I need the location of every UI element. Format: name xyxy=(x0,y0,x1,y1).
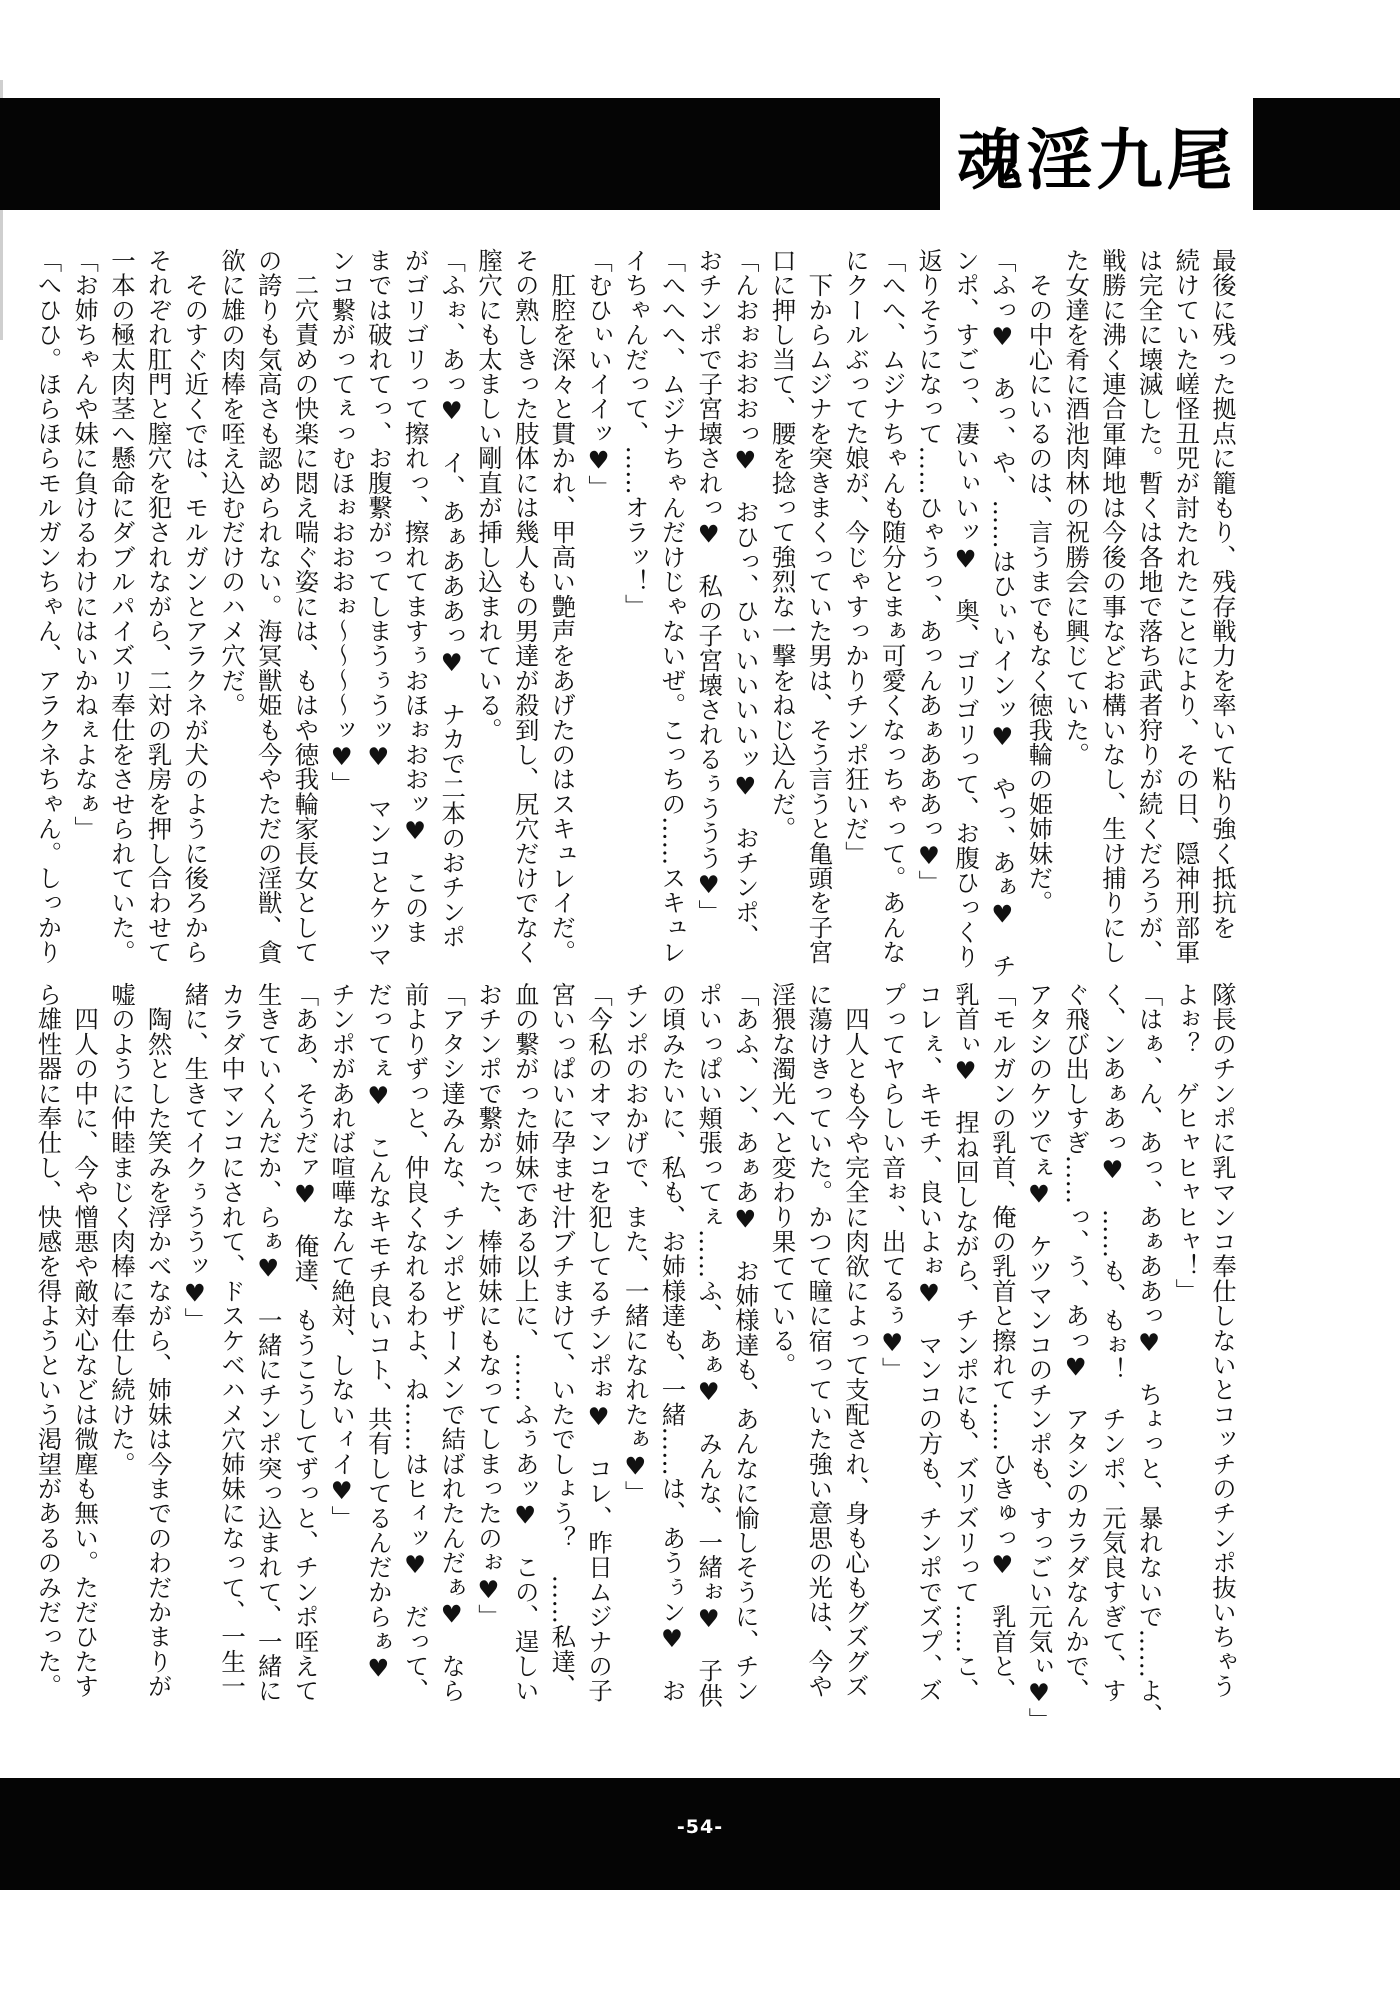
header-bar-right xyxy=(1253,98,1400,210)
body-text-lower: 隊長のチンポに乳マンコ奉仕しないとコッチのチンポ抜いちゃう よぉ？ ゲヒャヒャヒャ！」 「はぁ、ん、あっ、あぁああっ♥ ちょっと、暴れないで……よ、 く、ンあぁあっ♥ ……も、もぉ！ チンポ、元気良すぎて、す ぐ飛び出しすぎ……っ、う、あっ♥ アタシのカラダなんかで、 アタシのケツでぇ♥ ケツマンコのチンポも、すっごい元気ぃ♥」 「モルガンの乳首、俺の乳首と擦れて……ひきゅっ♥ 乳首と、 乳首ぃ♥ 捏ね回しながら、チンポにも、ズリズリって……こ、 コレぇ、キモチ、良いよぉ♥ マンコの方も、チンポでズプ、ズ プってヤらしい音ぉ、出てるぅ♥」 四人とも今や完全に肉欲によって支配され、身も心もグズグズ に蕩けきっていた。かつて瞳に宿っていた強い意思の光は、今や 淫猥な濁光へと変わり果てている。 「あふ、ン、あぁあ♥ お姉様達も、あんなに愉しそうに、チン ポいっぱい頬張ってぇ……ふ、あぁ♥ みんな、一緒ぉ♥ 子供 の頃みたいに、私も、お姉様達も、一緒……は、あうぅン♥ お チンポのおかげで、また、一緒になれたぁ♥」 「今私のオマンコを犯してるチンポぉ♥ コレ、昨日ムジナの子 宮いっぱいに孕ませ汁ブチまけて、いたでしょう？ ……私達、 血の繋がった姉妹である以上に、……ふぅあッ♥ この、逞しい おチンポで繋がった、棒姉妹にもなってしまったのぉ♥」 「アタシ達みんな、チンポとザーメンで結ばれたんだぁ♥ なら 前よりずっと、仲良くなれるわよ、ね……はヒィッ♥ だって、 だってぇ♥ こんなキモチ良いコト、共有してるんだからぁ♥ チンポがあれば喧嘩なんて絶対、しないィイ♥」 「ああ、そうだァ♥ 俺達、もうこうしてずっと、チンポ咥えて 生きていくんだか、らぁ♥ 一緒にチンポ突っ込まれて、一緒に カラダ中マンコにされて、ドスケベハメ穴姉妹になって、一生一 緒に、生きてイクぅううッ♥」 陶然とした笑みを浮かべながら、姉妹は今までのわだかまりが 嘘のように仲睦まじく肉棒に奉仕し続けた。 四人の中に、今や憎悪や敵対心などは微塵も無い。ただひたす ら雄性器に奉仕し、快感を得ようという渇望があるのみだった。 xyxy=(33,982,1237,1733)
page-title: 魂淫九尾 xyxy=(956,120,1237,199)
page-number: -54- xyxy=(676,1816,724,1838)
title-box xyxy=(940,98,1253,210)
body-text-upper: 最後に残った拠点に籠もり、残存戦力を率いて粘り強く抵抗を 続けていた嵯怪丑兕が討たれたことにより、その日、隠神刑部軍 は完全に壊滅した。暫くは各地で落ち武者狩りが続くだろうが、 戦勝に沸く連合軍陣地は今後の事などお構いなし、生け捕りにし た女達を肴に酒池肉林の祝勝会に興じていた。 その中心にいるのは、言うまでもなく徳我輪の姫姉妹だ。 「ふっ♥ あっ、や、……はひぃいインッ♥ やっ、あぁ♥ チ ンポ、すごっ、凄いぃいッ♥ 奥、ゴリゴリって、お腹ひっくり 返りそうになって……ひゃうっ、あっんあぁあああっ♥」 「へへ、ムジナちゃんも随分とまぁ可愛くなっちゃって。あんな にクールぶってた娘が、今じゃすっかりチンポ狂いだ」 下からムジナを突きまくっていた男は、そう言うと亀頭を子宮 口に押し当て、腰を捻って強烈な一撃をねじ込んだ。 「んおぉおおおっ♥ おひっ、ひぃいいいいッ♥ おチンポ、 おチンポで子宮壊されっ♥ 私の子宮壊されるぅううう♥」 「へへへ、ムジナちゃんだけじゃないぜ。こっちの……スキュレ イちゃんだって、……オラッ！」 「むひぃいイイッ♥」 肛腔を深々と貫かれ、甲高い艶声をあげたのはスキュレイだ。 その熟しきった肢体には幾人もの男達が殺到し、尻穴だけでなく 膣穴にも太ましい剛直が挿し込まれている。 「ふぉ、あっ♥ イ、あぁあああっ♥ ナカで二本のおチンポ がゴリゴリって擦れっ、擦れてますぅおほぉおおッ♥ このま までは破れてっ、お腹繋がってしまうぅうッ♥ マンコとケツマ ンコ繋がってぇっむほぉおおおぉ～～～～ッ♥」 二穴責めの快楽に悶え喘ぐ姿には、もはや徳我輪家長女として の誇りも気高さも認められない。海冥獣姫も今やただの淫獣、貪 欲に雄の肉棒を咥え込むだけのハメ穴だ。 そのすぐ近くでは、モルガンとアラクネが犬のように後ろから それぞれ肛門と膣穴を犯されながら、二対の乳房を押し合わせて 一本の極太肉茎へ懸命にダブルパイズリ奉仕をさせられていた。 「お姉ちゃんや妹に負けるわけにはいかねぇよなぁ」 「へひひ。ほらほらモルガンちゃん、アラクネちゃん。しっかり xyxy=(33,248,1237,979)
header-bar xyxy=(0,98,940,210)
